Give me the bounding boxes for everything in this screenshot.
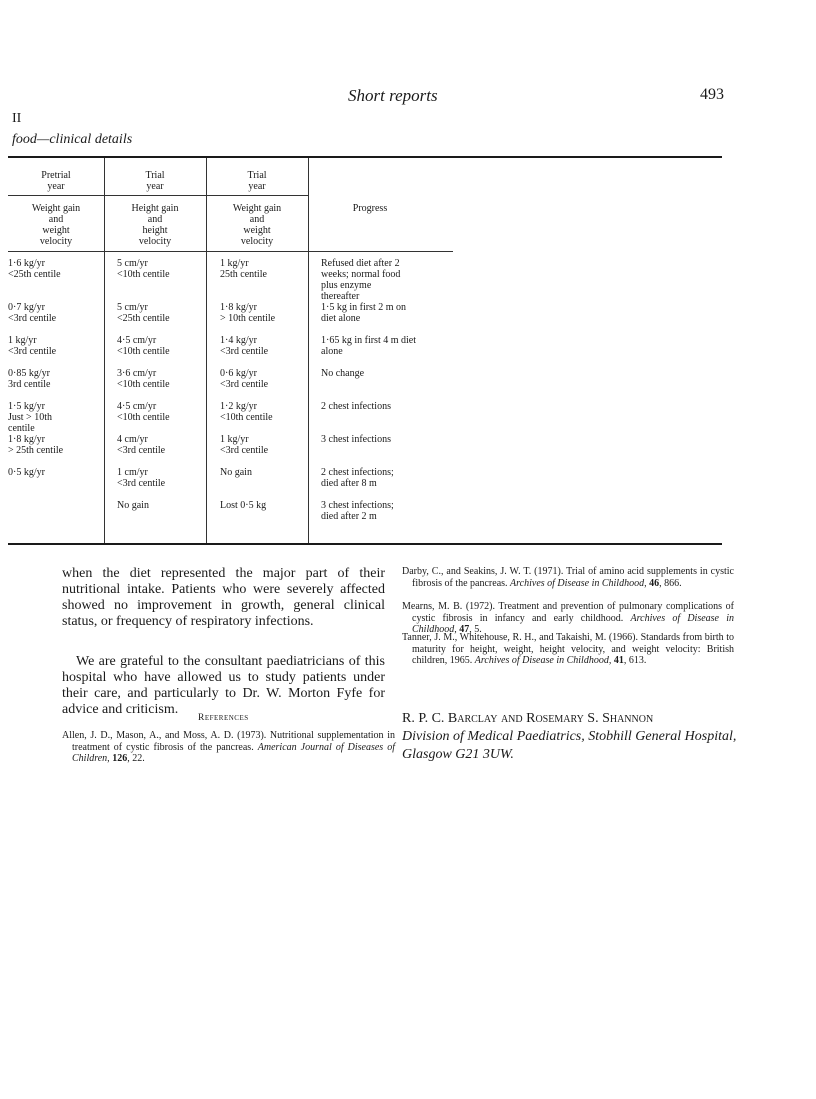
reference-item: Allen, J. D., Mason, A., and Moss, A. D. (1973). Nutritional supplementation in treatment of cystic fibrosis of the pancreas. American Journal of Diseases of Children, 126, 22. (62, 730, 396, 764)
column-header: Progress (352, 203, 388, 214)
table-cell: 3 chest infections; died after 2 m (321, 500, 394, 522)
table-cell: 1 kg/yr <3rd centile (8, 335, 57, 357)
table-cell: 2 chest infections; died after 8 m (321, 467, 394, 489)
table-cell: 1·8 kg/yr > 10th centile (220, 302, 276, 324)
table-cell: 1·5 kg/yr Just > 10th centile (8, 401, 52, 434)
table-cell: 1·8 kg/yr > 25th centile (8, 434, 64, 456)
table-cell: 0·6 kg/yr <3rd centile (220, 368, 269, 390)
table-cell: 2 chest infections (321, 401, 391, 412)
column-header: Weight gain and weight velocity (31, 203, 81, 247)
table-bottom-rule (8, 543, 722, 545)
header-subdivider (8, 195, 308, 196)
table-cell: 3 chest infections (321, 434, 391, 445)
table-cell: 0·7 kg/yr <3rd centile (8, 302, 57, 324)
table-cell: 1·65 kg in first 4 m diet alone (321, 335, 416, 357)
table-caption: food—clinical details (12, 132, 133, 147)
table-cell: 1 kg/yr <3rd centile (220, 434, 269, 456)
table-cell: 4·5 cm/yr <10th centile (117, 401, 170, 423)
reference-item: Tanner, J. M., Whitehouse, R. H., and Takaishi, M. (1966). Standards from birth to maturity for height, weight, height velocity, and weight velocity: British children, 1965. Archives of Disease in Childhood, 41, 613. (402, 632, 734, 666)
table-cell: Refused diet after 2 weeks; normal food plus enzyme thereafter (321, 258, 401, 302)
table-label: II (12, 111, 22, 126)
body-paragraph: when the diet represented the major part of their nutritional intake. Patients who were severely affected showed no improvement in growth, general clinical status, or frequency of respiratory infections. (62, 566, 385, 629)
table-cell: 1 cm/yr <3rd centile (117, 467, 166, 489)
byline-affiliation: Division of Medical Paediatrics, Stobhill General Hospital, Glasgow G21 3UW. (402, 729, 737, 762)
table-cell: 0·5 kg/yr (8, 467, 45, 478)
table-cell: 5 cm/yr <25th centile (117, 302, 170, 324)
references-heading: References (198, 713, 249, 723)
column-divider (308, 158, 309, 543)
column-group-header: Pretrial year (41, 170, 71, 192)
header-bottom-rule (8, 251, 453, 252)
column-header: Weight gain and weight velocity (232, 203, 282, 247)
table-cell: 5 cm/yr <10th centile (117, 258, 170, 280)
page-number: 493 (700, 86, 724, 103)
running-title: Short reports (348, 86, 438, 105)
column-group-header: Trial year (247, 170, 267, 192)
table-cell: 4 cm/yr <3rd centile (117, 434, 166, 456)
table-cell: No change (321, 368, 365, 379)
reference-item: Mearns, M. B. (1972). Treatment and prevention of pulmonary complications of cystic fibrosis in infancy and early childhood. Archives of Disease in Childhood, 47, 5. (402, 601, 734, 635)
table-cell: 1·2 kg/yr <10th centile (220, 401, 273, 423)
table-cell: 1 kg/yr 25th centile (220, 258, 267, 280)
column-group-header: Trial year (145, 170, 165, 192)
body-paragraph: We are grateful to the consultant paediatricians of this hospital who have allowed us to study patients under their care, and particularly to Dr. W. Morton Fyfe for advice and criticism. (62, 654, 385, 717)
table-cell: No gain (117, 500, 149, 511)
table-cell: 4·5 cm/yr <10th centile (117, 335, 170, 357)
table-cell: 1·4 kg/yr <3rd centile (220, 335, 269, 357)
table-cell: No gain (220, 467, 252, 478)
column-header: Height gain and height velocity (131, 203, 179, 247)
table-cell: 1·6 kg/yr <25th centile (8, 258, 61, 280)
table-cell: 3·6 cm/yr <10th centile (117, 368, 170, 390)
table-cell: Lost 0·5 kg (220, 500, 267, 511)
table-top-rule (8, 156, 722, 158)
byline-authors: R. P. C. Barclay and Rosemary S. Shannon (402, 711, 654, 726)
table-cell: 1·5 kg in first 2 m on diet alone (321, 302, 406, 324)
table-cell: 0·85 kg/yr 3rd centile (8, 368, 51, 390)
reference-item: Darby, C., and Seakins, J. W. T. (1971). Trial of amino acid supplements in cystic fibrosis of the pancreas. Archives of Disease in Childhood, 46, 866. (402, 566, 734, 589)
